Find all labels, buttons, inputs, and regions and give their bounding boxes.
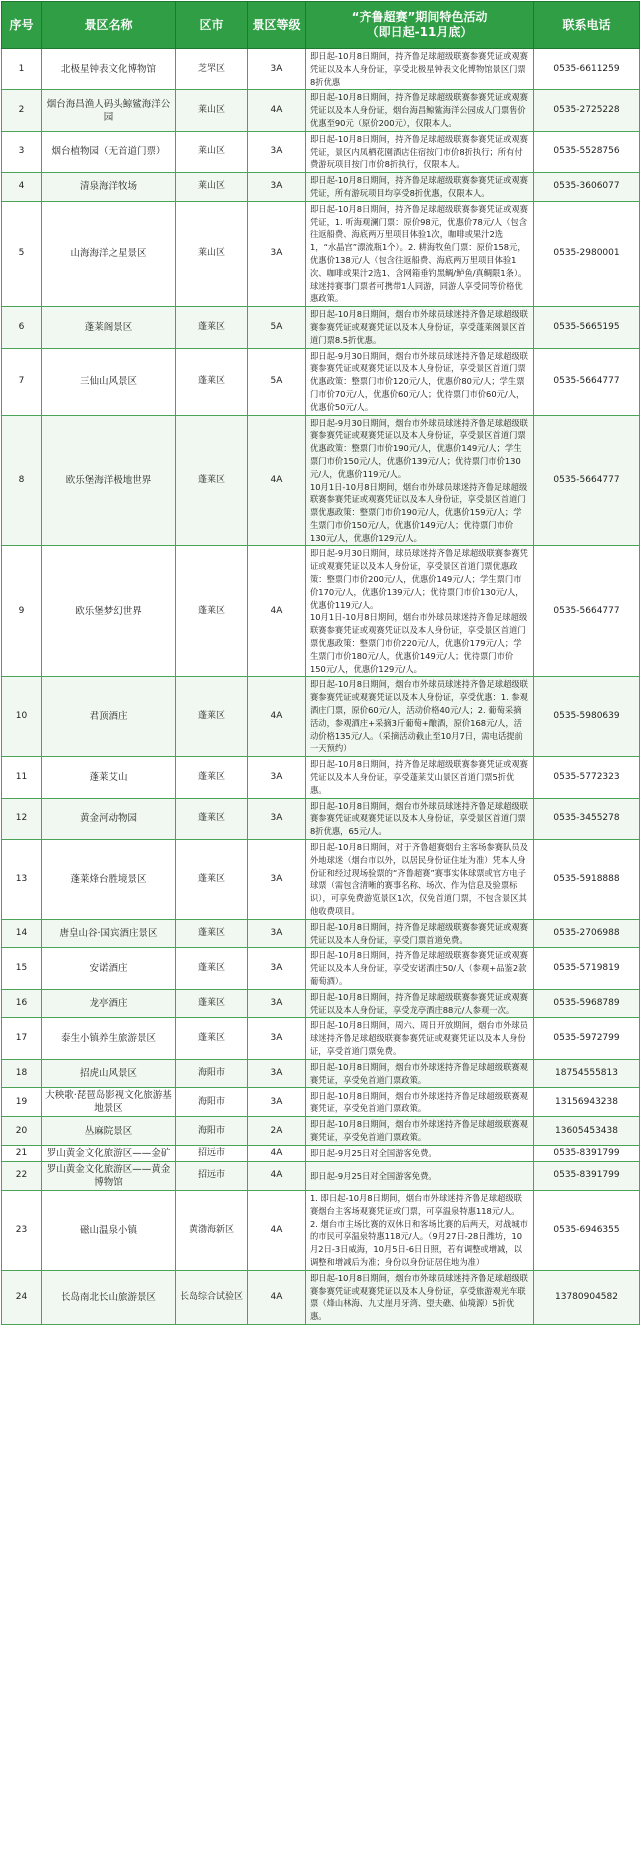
cell-activity: 即日起-10月8日期间，烟台市外球员球迷持齐鲁足球超级联赛参赛凭证或观赛凭证以及本人身份证，享受优惠：1. 参观酒庄门票，原价60元/人，活动价格40元/人；2. 葡萄采摘活动，参观酒庄+采摘3斤葡萄+酿酒，原价168元/人，活动价格135元/人。（采摘活动截止至10月7日，需电话提前一天预约） bbox=[306, 677, 534, 757]
cell-tel: 0535-5665195 bbox=[534, 307, 640, 348]
cell-activity: 即日起-9月25日对全国游客免费。 bbox=[306, 1145, 534, 1161]
table-row bbox=[2, 989, 640, 1018]
cell-city: 蓬莱区 bbox=[176, 757, 248, 798]
cell-no: 12 bbox=[2, 798, 42, 839]
table-row bbox=[2, 415, 640, 546]
header-grade: 景区等级 bbox=[248, 2, 306, 49]
cell-tel: 13780904582 bbox=[534, 1270, 640, 1324]
cell-no: 1 bbox=[2, 49, 42, 90]
cell-grade: 3A bbox=[248, 757, 306, 798]
table-row bbox=[2, 1161, 640, 1190]
cell-no: 9 bbox=[2, 546, 42, 677]
cell-grade: 3A bbox=[248, 131, 306, 172]
cell-activity: 即日起-10月8日期间，持齐鲁足球超级联赛参赛凭证或观赛凭证以及本人身份证，享受门票首道免费。 bbox=[306, 919, 534, 948]
cell-tel: 0535-5968789 bbox=[534, 989, 640, 1018]
cell-grade: 4A bbox=[248, 1145, 306, 1161]
cell-grade: 4A bbox=[248, 90, 306, 131]
cell-no: 13 bbox=[2, 840, 42, 920]
cell-city: 蓬莱区 bbox=[176, 798, 248, 839]
cell-grade: 3A bbox=[248, 948, 306, 989]
cell-no: 24 bbox=[2, 1270, 42, 1324]
cell-grade: 3A bbox=[248, 989, 306, 1018]
scenic-discount-table-sheet bbox=[1, 1, 639, 1325]
cell-name: 欧乐堡梦幻世界 bbox=[42, 546, 176, 677]
cell-name: 安诺酒庄 bbox=[42, 948, 176, 989]
cell-tel: 0535-5772323 bbox=[534, 757, 640, 798]
cell-tel: 13156943238 bbox=[534, 1088, 640, 1117]
cell-city: 长岛综合试验区 bbox=[176, 1270, 248, 1324]
cell-activity: 即日起-10月8日期间，持齐鲁足球超级联赛参赛凭证或观赛凭证，所有游玩项目均享受8折优惠，仅限本人。 bbox=[306, 173, 534, 202]
table-row bbox=[2, 757, 640, 798]
cell-no: 2 bbox=[2, 90, 42, 131]
cell-city: 蓬莱区 bbox=[176, 415, 248, 546]
cell-name: 长岛南北长山旅游景区 bbox=[42, 1270, 176, 1324]
cell-name: 大秧歌·琵琶岛影视文化旅游基地景区 bbox=[42, 1088, 176, 1117]
table-row bbox=[2, 307, 640, 348]
cell-tel: 0535-3455278 bbox=[534, 798, 640, 839]
cell-grade: 5A bbox=[248, 348, 306, 415]
table-row bbox=[2, 1018, 640, 1059]
cell-city: 蓬莱区 bbox=[176, 840, 248, 920]
cell-tel: 0535-5664777 bbox=[534, 546, 640, 677]
cell-tel: 0535-6946355 bbox=[534, 1190, 640, 1270]
cell-grade: 3A bbox=[248, 1018, 306, 1059]
table-row bbox=[2, 919, 640, 948]
cell-name: 龙亭酒庄 bbox=[42, 989, 176, 1018]
cell-name: 蓬莱阁景区 bbox=[42, 307, 176, 348]
cell-city: 蓬莱区 bbox=[176, 677, 248, 757]
cell-tel: 0535-5972799 bbox=[534, 1018, 640, 1059]
cell-grade: 4A bbox=[248, 415, 306, 546]
table-row bbox=[2, 49, 640, 90]
cell-city: 招远市 bbox=[176, 1145, 248, 1161]
table-row bbox=[2, 201, 640, 306]
cell-activity: 即日起-10月8日期间，烟台市外球迷持齐鲁足球超级联赛观赛凭证，享受免首道门票政策。 bbox=[306, 1059, 534, 1088]
cell-activity: 即日起-10月8日期间，烟台市外球员球迷持齐鲁足球超级联赛参赛凭证或观赛凭证以及本人身份证，享受旅游观光车联票（烽山林海、九丈崖月牙湾、望夫礁、仙境源）5折优惠。 bbox=[306, 1270, 534, 1324]
cell-name: 清泉海洋牧场 bbox=[42, 173, 176, 202]
cell-activity: 即日起-10月8日期间，持齐鲁足球超级联赛参赛凭证或观赛凭证以及本人身份证，享受蓬莱艾山景区首道门票5折优惠。 bbox=[306, 757, 534, 798]
cell-tel: 0535-5664777 bbox=[534, 348, 640, 415]
cell-name: 泰生小镇养生旅游景区 bbox=[42, 1018, 176, 1059]
cell-tel: 0535-2725228 bbox=[534, 90, 640, 131]
cell-city: 莱山区 bbox=[176, 201, 248, 306]
cell-no: 11 bbox=[2, 757, 42, 798]
table-row bbox=[2, 798, 640, 839]
cell-city: 蓬莱区 bbox=[176, 546, 248, 677]
cell-no: 16 bbox=[2, 989, 42, 1018]
cell-no: 8 bbox=[2, 415, 42, 546]
table-row bbox=[2, 131, 640, 172]
table-row bbox=[2, 677, 640, 757]
cell-activity: 即日起-10月8日期间，持齐鲁足球超级联赛参赛凭证或观赛凭证以及本人身份证，享受安诺酒庄50/人（参观+品鉴2款葡萄酒）。 bbox=[306, 948, 534, 989]
cell-name: 丛麻院景区 bbox=[42, 1117, 176, 1146]
cell-city: 莱山区 bbox=[176, 90, 248, 131]
cell-grade: 3A bbox=[248, 173, 306, 202]
cell-activity: 即日起-9月30日期间，烟台市外球员球迷持齐鲁足球超级联赛参赛凭证或观赛凭证以及本人身份证，享受景区首道门票优惠政策：整票门市价190元/人，优惠价149元/人；学生票门市价150元/人，优惠价139元/人；优待票门市价130元/人，优惠价119元/人。 10月1日-10月8日期间，烟台市外球员球迷持齐鲁足球超级联赛参赛凭证或观赛凭证以及本人身份证，享受景区首道门票优惠政策：整票门市价190元/人，优惠价159元/人；学生票门市价150元/人，优惠价149元/人；优待票门市价130元/人，优惠价129元/人。 bbox=[306, 415, 534, 546]
cell-name: 罗山黄金文化旅游区——黄金博物馆 bbox=[42, 1161, 176, 1190]
cell-name: 黄金河动物园 bbox=[42, 798, 176, 839]
cell-name: 烟台海昌渔人码头鲸鲨海洋公园 bbox=[42, 90, 176, 131]
cell-name: 三仙山风景区 bbox=[42, 348, 176, 415]
table-row bbox=[2, 90, 640, 131]
cell-grade: 3A bbox=[248, 840, 306, 920]
cell-activity: 即日起-10月8日期间，持齐鲁足球超级联赛参赛凭证或观赛凭证以及本人身份证，享受龙亭酒庄88元/人参观一次。 bbox=[306, 989, 534, 1018]
cell-name: 君顶酒庄 bbox=[42, 677, 176, 757]
header-tel: 联系电话 bbox=[534, 2, 640, 49]
table-row bbox=[2, 840, 640, 920]
cell-activity: 即日起-10月8日期间，对于齐鲁超赛烟台主客场参赛队员及外地球迷（烟台市以外，以居民身份证住址为准）凭本人身份证和经过现场验票的“齐鲁超赛”赛事实体球票或官方电子球票（需包含清晰的赛事名称、场次、作为信息及验票标识），可享免费游览景区1次，仅免首道门票，不包含景区其他收费项目。 bbox=[306, 840, 534, 920]
cell-city: 蓬莱区 bbox=[176, 348, 248, 415]
cell-city: 蓬莱区 bbox=[176, 989, 248, 1018]
cell-name: 欧乐堡海洋极地世界 bbox=[42, 415, 176, 546]
cell-grade: 3A bbox=[248, 798, 306, 839]
table-body bbox=[2, 49, 640, 1325]
cell-tel: 13605453438 bbox=[534, 1117, 640, 1146]
cell-name: 北极星钟表文化博物馆 bbox=[42, 49, 176, 90]
cell-city: 芝罘区 bbox=[176, 49, 248, 90]
cell-no: 14 bbox=[2, 919, 42, 948]
cell-activity: 即日起-10月8日期间，持齐鲁足球超级联赛参赛凭证或观赛凭证以及本人身份证，烟台海昌鲸鲨海洋公园成人门票售价优惠至90元（原价200元），仅限本人。 bbox=[306, 90, 534, 131]
cell-city: 蓬莱区 bbox=[176, 307, 248, 348]
header-activity bbox=[306, 2, 534, 49]
cell-name: 招虎山风景区 bbox=[42, 1059, 176, 1088]
table-row bbox=[2, 1270, 640, 1324]
cell-no: 20 bbox=[2, 1117, 42, 1146]
cell-tel: 0535-2706988 bbox=[534, 919, 640, 948]
header-name: 景区名称 bbox=[42, 2, 176, 49]
cell-grade: 4A bbox=[248, 1161, 306, 1190]
cell-activity: 即日起-10月8日期间，持齐鲁足球超级联赛参赛凭证或观赛凭证，1. 听海观澜门票：原价98元，优惠价78元/人（包含往返船费、海底两万里项目体验1次，咖啡或果汁2选1，“水晶宫”漂流瓶1个）。2. 耕海牧鱼门票：原价158元，优惠价138元/人（包含往返船费、海底两万里项目体验1次、咖啡或果汁2选1、含网箱垂钓黑鲷/鲈鱼/真鲷限1条）。球迷持赛事门票者可携带1人同游，同游人享受同等价格优惠政策。 bbox=[306, 201, 534, 306]
cell-no: 5 bbox=[2, 201, 42, 306]
cell-no: 21 bbox=[2, 1145, 42, 1161]
cell-tel: 0535-5528756 bbox=[534, 131, 640, 172]
cell-activity: 即日起-10月8日期间，持齐鲁足球超级联赛参赛凭证或观赛凭证，景区内凤栖花園酒店住宿按门市价8折执行；所有付费游玩项目按门市价8折执行，仅限本人。 bbox=[306, 131, 534, 172]
cell-tel: 0535-2980001 bbox=[534, 201, 640, 306]
cell-no: 23 bbox=[2, 1190, 42, 1270]
cell-activity: 即日起-10月8日期间，烟台市外球员球迷持齐鲁足球超级联赛参赛凭证或观赛凭证以及本人身份证，享受蓬莱阁景区首道门票8.5折优惠。 bbox=[306, 307, 534, 348]
cell-no: 6 bbox=[2, 307, 42, 348]
cell-grade: 4A bbox=[248, 546, 306, 677]
cell-city: 海阳市 bbox=[176, 1117, 248, 1146]
cell-no: 10 bbox=[2, 677, 42, 757]
cell-name: 山海海洋之星景区 bbox=[42, 201, 176, 306]
table-row bbox=[2, 948, 640, 989]
cell-city: 海阳市 bbox=[176, 1088, 248, 1117]
table-row bbox=[2, 1059, 640, 1088]
table-row bbox=[2, 546, 640, 677]
cell-grade: 2A bbox=[248, 1117, 306, 1146]
cell-tel: 18754555813 bbox=[534, 1059, 640, 1088]
cell-grade: 3A bbox=[248, 919, 306, 948]
cell-tel: 0535-5980639 bbox=[534, 677, 640, 757]
table-header-row bbox=[2, 2, 640, 49]
cell-activity: 即日起-10月8日期间，烟台市外球迷持齐鲁足球超级联赛观赛凭证，享受免首道门票政策。 bbox=[306, 1088, 534, 1117]
cell-city: 蓬莱区 bbox=[176, 919, 248, 948]
cell-no: 19 bbox=[2, 1088, 42, 1117]
cell-grade: 5A bbox=[248, 307, 306, 348]
cell-name: 烟台植物园（无首道门票） bbox=[42, 131, 176, 172]
cell-city: 海阳市 bbox=[176, 1059, 248, 1088]
header-no: 序号 bbox=[2, 2, 42, 49]
cell-tel: 0535-5664777 bbox=[534, 415, 640, 546]
cell-city: 招远市 bbox=[176, 1161, 248, 1190]
cell-name: 罗山黄金文化旅游区——金矿 bbox=[42, 1145, 176, 1161]
cell-tel: 0535-6611259 bbox=[534, 49, 640, 90]
table-row bbox=[2, 1145, 640, 1161]
table-row bbox=[2, 348, 640, 415]
cell-no: 7 bbox=[2, 348, 42, 415]
cell-no: 18 bbox=[2, 1059, 42, 1088]
cell-activity: 1. 即日起-10月8日期间，烟台市外球迷持齐鲁足球超级联赛烟台主客场观赛凭证或门票，可享温泉特惠118元/人。 2. 烟台市主场比赛的双休日和客场比赛的后两天，对战城市的市民可享温泉特惠118元/人。（9月27日-28日潍坊，10月2日-3日威海，10月5日-6日日照，若有调整或增减，以调整和增减后为准；身份以身份证居住地为准） bbox=[306, 1190, 534, 1270]
cell-tel: 0535-8391799 bbox=[534, 1145, 640, 1161]
header-activity-title: “齐鲁超赛”期间特色活动 bbox=[351, 10, 488, 24]
cell-activity: 即日起-9月30日期间，烟台市外球员球迷持齐鲁足球超级联赛参赛凭证或观赛凭证以及本人身份证，享受景区首道门票优惠政策：整票门市价120元/人，优惠价80元/人；学生票门市价70元/人，优惠价60元/人；优待票门市价60元/人，优惠价50元/人。 bbox=[306, 348, 534, 415]
cell-activity: 即日起-9月30日期间，球员球迷持齐鲁足球超级联赛参赛凭证或观赛凭证以及本人身份证，享受景区首道门票优惠政策：整票门市价200元/人，优惠价149元/人；学生票门市价170元/人，优惠价139元/人；优待票门市价130元/人，优惠价119元/人。 10月1日-10月8日期间，烟台市外球员球迷持齐鲁足球超级联赛参赛凭证或观赛凭证以及本人身份证，享受景区首道门票优惠政策：整票门市价220元/人，优惠价179元/人；学生票门市价180元/人，优惠价149元/人；优待票门市价150元/人，优惠价129元/人。 bbox=[306, 546, 534, 677]
cell-no: 15 bbox=[2, 948, 42, 989]
cell-name: 磁山温泉小镇 bbox=[42, 1190, 176, 1270]
cell-activity: 即日起-10月8日期间，烟台市外球迷持齐鲁足球超级联赛观赛凭证，享受免首道门票政策。 bbox=[306, 1117, 534, 1146]
cell-city: 蓬莱区 bbox=[176, 1018, 248, 1059]
cell-tel: 0535-8391799 bbox=[534, 1161, 640, 1190]
table-row bbox=[2, 173, 640, 202]
cell-tel: 0535-5918888 bbox=[534, 840, 640, 920]
cell-city: 莱山区 bbox=[176, 131, 248, 172]
cell-tel: 0535-3606077 bbox=[534, 173, 640, 202]
cell-city: 黄渤海新区 bbox=[176, 1190, 248, 1270]
table-row bbox=[2, 1117, 640, 1146]
cell-activity: 即日起-9月25日对全国游客免费。 bbox=[306, 1161, 534, 1190]
cell-no: 17 bbox=[2, 1018, 42, 1059]
cell-grade: 3A bbox=[248, 1059, 306, 1088]
header-city: 区市 bbox=[176, 2, 248, 49]
header-activity-period: （即日起-11月底） bbox=[366, 25, 473, 39]
cell-city: 蓬莱区 bbox=[176, 948, 248, 989]
cell-no: 4 bbox=[2, 173, 42, 202]
cell-activity: 即日起-10月8日期间，周六、周日开放期间，烟台市外球员球迷持齐鲁足球超级联赛参赛凭证或观赛凭证以及本人身份证，享受首道门票免费。 bbox=[306, 1018, 534, 1059]
cell-city: 莱山区 bbox=[176, 173, 248, 202]
cell-name: 蓬莱烽台胜境景区 bbox=[42, 840, 176, 920]
cell-activity: 即日起-10月8日期间，持齐鲁足球超级联赛参赛凭证或观赛凭证以及本人身份证，享受北极星钟表文化博物馆景区门票8折优惠 bbox=[306, 49, 534, 90]
cell-grade: 4A bbox=[248, 1190, 306, 1270]
cell-grade: 4A bbox=[248, 677, 306, 757]
cell-grade: 3A bbox=[248, 201, 306, 306]
cell-grade: 3A bbox=[248, 49, 306, 90]
table-row bbox=[2, 1190, 640, 1270]
cell-name: 唐皇山谷·国宾酒庄景区 bbox=[42, 919, 176, 948]
cell-no: 3 bbox=[2, 131, 42, 172]
cell-no: 22 bbox=[2, 1161, 42, 1190]
cell-name: 蓬莱艾山 bbox=[42, 757, 176, 798]
table-row bbox=[2, 1088, 640, 1117]
scenic-discount-table bbox=[1, 1, 640, 1325]
cell-activity: 即日起-10月8日期间，烟台市外球员球迷持齐鲁足球超级联赛参赛凭证或观赛凭证以及本人身份证，享受景区首道门票8折优惠，65元/人。 bbox=[306, 798, 534, 839]
cell-grade: 4A bbox=[248, 1270, 306, 1324]
cell-grade: 3A bbox=[248, 1088, 306, 1117]
cell-tel: 0535-5719819 bbox=[534, 948, 640, 989]
